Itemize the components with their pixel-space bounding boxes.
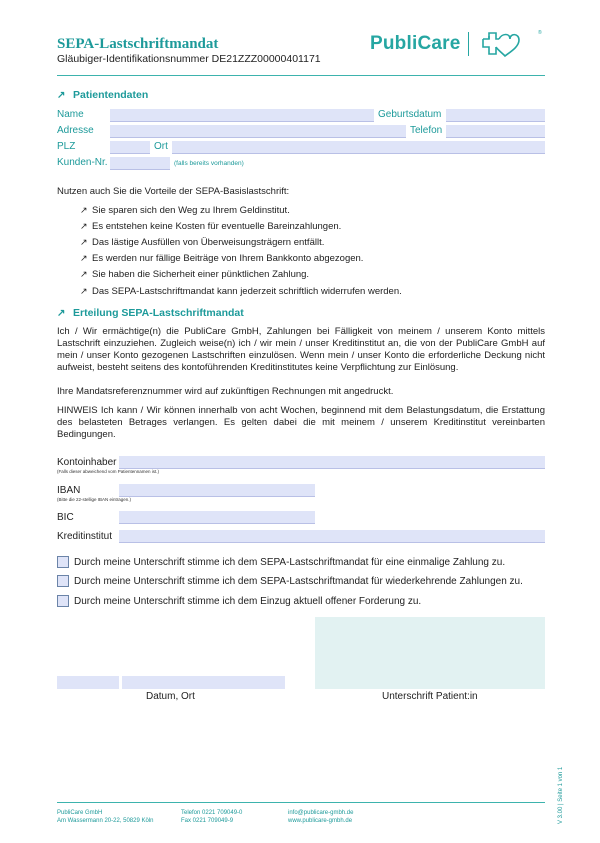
- recurring-payment-label: Durch meine Unterschrift stimme ich dem SEPA-Lastschriftmandat für wiederkehrende Zahlungen zu.: [74, 576, 523, 587]
- birthdate-label: Geburtsdatum: [378, 109, 442, 120]
- zip-field[interactable]: [110, 141, 150, 154]
- footer-contact-phone: Telefon 0221 709049-0 Fax 0221 709049-9: [181, 810, 243, 824]
- version-info: V 3.00 | Seite 1 von 1: [558, 766, 564, 824]
- list-item: ↗ Das lästige Ausfüllen von Überweisungsträgern entfällt.: [80, 236, 325, 248]
- arrow-up-right-icon: ↗: [80, 204, 88, 215]
- registered-mark: ®: [538, 30, 542, 36]
- mandate-authorization-text: Ich / Wir ermächtige(n) die PubliCare GmbH, Zahlungen bei Fälligkeit von meinem / unserem Konto mittels Lastschrift einzuziehen. Zugleich weise(n) ich / wir mein / unser Kreditinstitut an, die von der PubliCare GmbH auf mein / unser Konto gezogenen Lastschriften einzulösen. Wenn mein / unser Konto die erforderliche Deckung nicht aufweist, besteht seitens des kontoführenden Kreditinstitutes keine Verpflichtung zur Einlösung.: [57, 326, 545, 373]
- phone-label: Telefon: [410, 125, 443, 136]
- customer-number-field[interactable]: [110, 157, 170, 170]
- list-item: ↗ Sie haben die Sicherheit einer pünktlichen Zahlung.: [80, 269, 310, 281]
- birthdate-field[interactable]: [446, 109, 545, 122]
- zip-label: PLZ: [57, 141, 76, 152]
- open-claims-label: Durch meine Unterschrift stimme ich dem Einzug aktuell offener Forderung zu.: [74, 596, 422, 607]
- list-item: ↗ Es entstehen keine Kosten für eventuelle Bareinzahlungen.: [80, 220, 342, 232]
- phone-field[interactable]: [446, 125, 545, 138]
- mandate-reference-text: Ihre Mandatsreferenznummer wird auf zukünftigen Rechnungen mit angedruckt.: [57, 386, 394, 397]
- arrow-up-right-icon: ↗: [80, 285, 88, 296]
- single-payment-checkbox[interactable]: [57, 556, 69, 568]
- date-field[interactable]: [57, 676, 119, 689]
- address-label: Adresse: [57, 125, 94, 136]
- list-item: ↗ Sie sparen sich den Weg zu Ihrem Geldinstitut.: [80, 204, 290, 216]
- bank-name-field[interactable]: [119, 530, 545, 543]
- header-rule: [57, 75, 545, 76]
- mandate-heading-text: Erteilung SEPA-Lastschriftmandat: [73, 307, 244, 319]
- recurring-payment-checkbox[interactable]: [57, 575, 69, 587]
- single-payment-label: Durch meine Unterschrift stimme ich dem SEPA-Lastschriftmandat für eine einmalige Zahlung zu.: [74, 557, 506, 568]
- account-holder-field[interactable]: [119, 456, 545, 469]
- account-holder-note: (Falls dieser abweichend vom Patientennamen ist.): [57, 469, 160, 474]
- arrow-up-right-icon: ↗: [80, 236, 88, 247]
- iban-label: IBAN: [57, 485, 81, 496]
- customer-number-note: (falls bereits vorhanden): [174, 160, 244, 167]
- list-item: ↗ Das SEPA-Lastschriftmandat kann jederzeit schriftlich widerrufen werden.: [80, 285, 402, 297]
- iban-note: (Bitte die 22-stellige IBAN eintragen.): [57, 497, 132, 502]
- date-place-label: Datum, Ort: [146, 691, 195, 702]
- place-field[interactable]: [122, 676, 285, 689]
- publicare-logo: [370, 30, 521, 58]
- arrow-up-right-icon: ↗: [80, 253, 88, 264]
- benefits-intro: Nutzen auch Sie die Vorteile der SEPA-Basislastschrift:: [57, 186, 290, 197]
- footer-contact-online: [288, 809, 353, 825]
- arrow-up-right-icon: ↗: [57, 89, 66, 101]
- bic-field[interactable]: [119, 511, 315, 524]
- address-field[interactable]: [110, 125, 406, 138]
- customer-number-label: Kunden-Nr.: [57, 157, 108, 168]
- open-claims-checkbox[interactable]: [57, 595, 69, 607]
- logo-text: PubliCare: [370, 33, 461, 54]
- signature-label: Unterschrift Patient:in: [382, 691, 478, 702]
- mandate-section-heading: [57, 307, 244, 319]
- patient-section-heading: [57, 89, 148, 101]
- signature-box[interactable]: [315, 617, 545, 689]
- footer-web[interactable]: www.publicare-gmbh.de: [288, 818, 353, 824]
- form-title: SEPA-Lastschriftmandat: [57, 36, 219, 52]
- logo-divider: [468, 32, 469, 56]
- footer-rule: [57, 802, 545, 803]
- account-holder-label: Kontoinhaber: [57, 457, 117, 468]
- city-label: Ort: [154, 141, 168, 152]
- creditor-id: Gläubiger-Identifikationsnummer DE21ZZZ00000401171: [57, 53, 321, 65]
- name-label: Name: [57, 109, 84, 120]
- iban-field[interactable]: [119, 484, 315, 497]
- arrow-up-right-icon: ↗: [80, 220, 88, 231]
- bank-name-label: Kreditinstitut: [57, 531, 113, 542]
- benefits-list: [80, 202, 402, 299]
- arrow-up-right-icon: ↗: [57, 307, 66, 319]
- refund-notice-text: HINWEIS Ich kann / Wir können innerhalb von acht Wochen, beginnend mit dem Belastungsdatum, die Erstattung des belasteten Betrages verlangen. Es gelten dabei die mit meinem / unserem Kreditinstitut vereinbarten Bedingungen.: [57, 405, 545, 440]
- city-field[interactable]: [172, 141, 545, 154]
- footer-company: PubliCare GmbH Am Wassermann 20-22, 50829 Köln: [57, 810, 154, 824]
- footer-email[interactable]: info@publicare-gmbh.de: [288, 810, 354, 816]
- bic-label: BIC: [57, 512, 74, 523]
- name-field[interactable]: [110, 109, 374, 122]
- list-item: ↗ Es werden nur fällige Beiträge von Ihrem Bankkonto abgezogen.: [80, 253, 364, 265]
- patient-heading-text: Patientendaten: [73, 89, 149, 101]
- cross-heart-icon: [477, 30, 521, 58]
- arrow-up-right-icon: ↗: [80, 269, 88, 280]
